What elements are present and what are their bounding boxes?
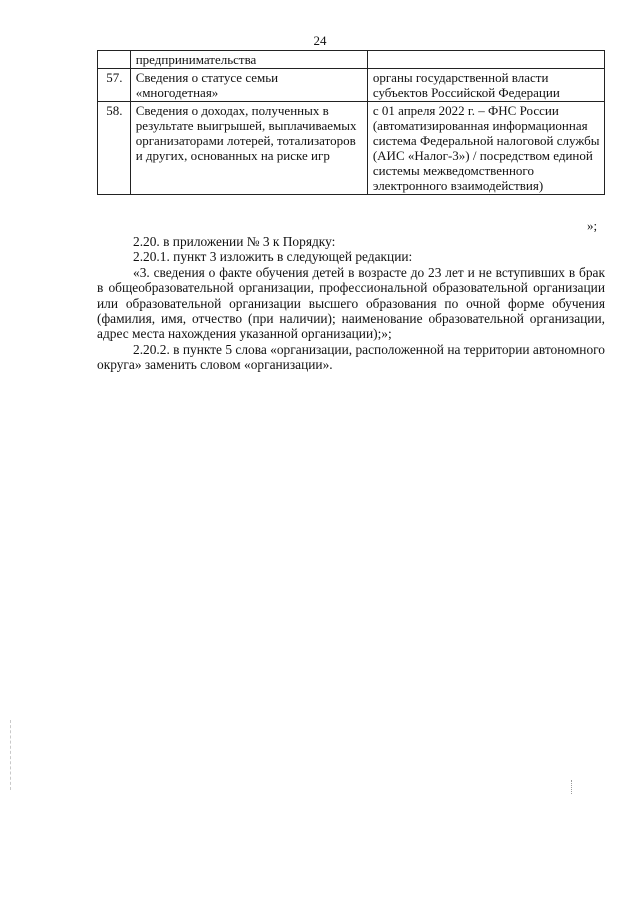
row-number: 58. <box>98 102 131 195</box>
info-description: Сведения о доходах, полученных в результате выигрышей, выплачиваемых организаторами лотерей, тотализаторов и других, основанных на риске игр <box>130 102 367 195</box>
paragraph-item-3-text: «3. сведения о факте обучения детей в возрасте до 23 лет и не вступивших в брак в общеобразовательной организации, профессиональной образовательной организации или образовательной организации высшего образования по очной форме обучения (фамилия, имя, отчество (при наличии); наименование образовательной организации, адрес места нахождения указанной организации);»; <box>97 264 605 342</box>
paragraph-2-20-2: 2.20.2. в пункте 5 слова «организации, расположенной на территории автономного округа» заменить словом «организации». <box>97 341 605 373</box>
row-number: 57. <box>98 69 131 102</box>
table-row <box>98 102 605 195</box>
table-row <box>98 51 605 69</box>
row-number <box>98 51 131 69</box>
closing-quote-mark: »; <box>587 218 598 233</box>
page-number: 24 <box>313 33 327 48</box>
scan-margin-marks <box>10 720 13 790</box>
paragraph-2-20: 2.20. в приложении № 3 к Порядку: <box>133 234 336 249</box>
paragraph-2-20-1: 2.20.1. пункт 3 изложить в следующей редакции: <box>133 249 413 265</box>
info-description: предпринимательства <box>130 51 367 69</box>
info-description: Сведения о статусе семьи «многодетная» <box>130 69 367 102</box>
info-source: органы государственной власти субъектов Российской Федерации <box>367 69 604 102</box>
scan-artifact-dots <box>571 780 574 794</box>
info-source: с 01 апреля 2022 г. – ФНС России (автоматизированная информационная система Федеральной налоговой службы (АИС «Налог-3») / посредством единой системы межведомственного электронного взаимодействия) <box>367 102 604 195</box>
amendment-text <box>97 234 605 373</box>
info-source <box>367 51 604 69</box>
document-table <box>97 50 605 195</box>
table-row <box>98 69 605 102</box>
